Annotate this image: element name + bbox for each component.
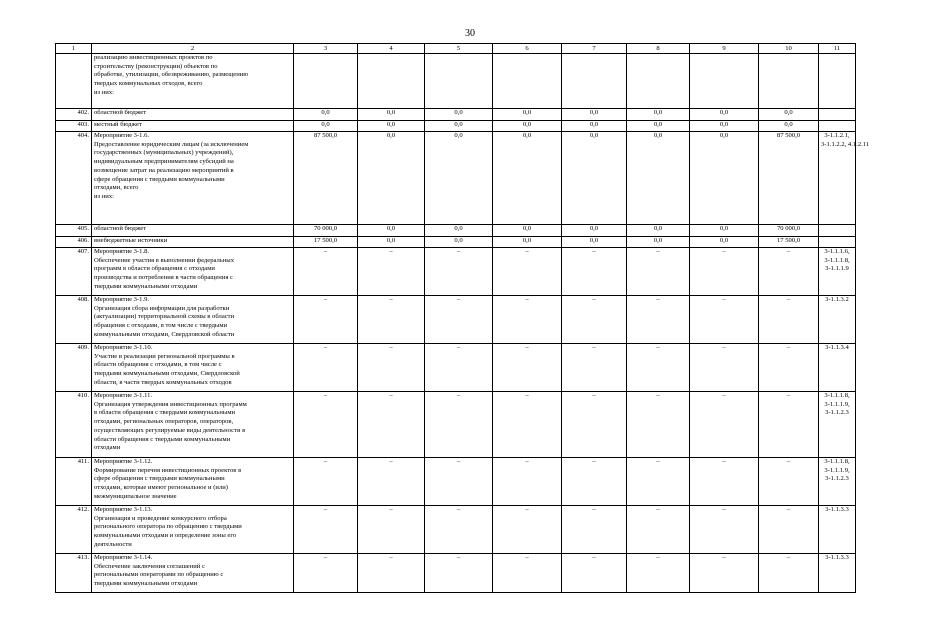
row-number: 410. — [56, 392, 92, 458]
description-line: осуществляющих регулируемые виды деятельности в — [94, 426, 246, 434]
value-cell-col-9: – — [690, 506, 759, 554]
value-cell-col-5: – — [425, 554, 493, 593]
column-header-8: 8 — [627, 44, 690, 54]
description-line: производства и потребления в части обращения с — [94, 274, 233, 282]
row-number: 404. — [56, 132, 92, 225]
target-indicator-line: 3-1.1.2.3 — [825, 475, 849, 483]
description-line: Мероприятие 3-1.13. — [94, 506, 153, 513]
table-row — [56, 237, 856, 248]
value-cell-col-10: 70 000,0 — [759, 225, 819, 237]
value-cell-col-7: – — [562, 554, 627, 593]
table-row — [56, 132, 856, 225]
description-line: твердыми коммунальными отходами — [94, 580, 198, 588]
value-cell-col-6: 0,0 — [493, 132, 562, 225]
table-row — [56, 121, 856, 132]
value-cell-col-4: – — [358, 296, 425, 344]
value-cell-col-6: 0,0 — [493, 109, 562, 121]
value-cell-col-8: – — [627, 248, 690, 296]
description-line: областной бюджет — [94, 225, 147, 232]
row-description — [92, 54, 294, 109]
value-cell-col-9: 0,0 — [690, 237, 759, 248]
column-header-6: 6 — [493, 44, 562, 54]
value-cell-col-5 — [425, 54, 493, 109]
table-row — [56, 296, 856, 344]
description-line: в области обращения с твердыми коммунальными — [94, 409, 236, 417]
value-cell-col-4: – — [358, 506, 425, 554]
description-line: сфере обращения с твердыми коммунальными — [94, 175, 225, 183]
value-cell-col-6: 0,0 — [493, 121, 562, 132]
value-cell-col-10: – — [759, 296, 819, 344]
row-description — [92, 225, 294, 237]
row-description — [92, 121, 294, 132]
table-row — [56, 54, 856, 109]
value-cell-col-3: 0,0 — [294, 121, 358, 132]
value-cell-col-3: 87 500,0 — [294, 132, 358, 225]
value-cell-col-7: – — [562, 392, 627, 458]
page-number: 30 — [465, 28, 475, 39]
description-line: строительству (реконструкции) объектов по — [94, 62, 218, 70]
description-line: Организация сбора информации для разработки — [94, 304, 230, 312]
description-line: Обеспечение заключения соглашений с — [94, 562, 205, 570]
row-number: 413. — [56, 554, 92, 593]
description-line: Мероприятие 3-1.12. — [94, 458, 153, 465]
row-description — [92, 109, 294, 121]
value-cell-col-4: – — [358, 248, 425, 296]
description-line: коммунальными отходами, Свердловской области — [94, 330, 235, 338]
row-description — [92, 237, 294, 248]
target-indicator-line: 3-1.1.1.9, — [824, 466, 850, 474]
header-row — [56, 44, 856, 54]
value-cell-col-6: 0,0 — [493, 237, 562, 248]
row-number: 403. — [56, 121, 92, 132]
value-cell-col-3: 0,0 — [294, 109, 358, 121]
row-number: 411. — [56, 458, 92, 506]
value-cell-col-8: – — [627, 458, 690, 506]
description-line: сфере обращения с твердыми коммунальными — [94, 475, 225, 483]
description-line: областной бюджет — [94, 109, 147, 116]
value-cell-col-7: – — [562, 344, 627, 392]
value-cell-col-6 — [493, 54, 562, 109]
value-cell-col-6: – — [493, 344, 562, 392]
value-cell-col-4: 0,0 — [358, 132, 425, 225]
row-description — [92, 296, 294, 344]
value-cell-col-9: – — [690, 458, 759, 506]
target-indicator-line: 3-1.1.2.2, 4.1.2.11 — [821, 140, 870, 148]
column-header-11: 11 — [819, 44, 856, 54]
description-line: программ в области обращения с отходами — [94, 265, 215, 273]
financing-table — [55, 43, 870, 593]
target-indicator-cell — [819, 506, 856, 554]
description-line: внебюджетные источники — [94, 237, 168, 244]
value-cell-col-3: – — [294, 392, 358, 458]
value-cell-col-3: – — [294, 458, 358, 506]
target-indicator-cell — [819, 296, 856, 344]
value-cell-col-10: – — [759, 458, 819, 506]
target-indicator-line: 3-1.1.1.9 — [825, 265, 849, 273]
description-line: коммунальными отходами и определение зоны его — [94, 532, 237, 540]
value-cell-col-8: 0,0 — [627, 121, 690, 132]
value-cell-col-4: – — [358, 392, 425, 458]
description-line: возмещение затрат на реализацию мероприятий в — [94, 166, 234, 174]
table-row — [56, 458, 856, 506]
description-line: области обращения с отходами, в том числе с — [94, 361, 222, 369]
description-line: из них: — [94, 88, 114, 96]
value-cell-col-10: – — [759, 554, 819, 593]
value-cell-col-3: – — [294, 506, 358, 554]
target-indicator-line: 3-1.1.1.8, — [824, 256, 850, 264]
target-indicator-line: 3-1.1.1.9, — [824, 400, 850, 408]
target-indicator-cell — [819, 554, 856, 593]
value-cell-col-7: 0,0 — [562, 225, 627, 237]
table-row — [56, 554, 856, 593]
target-indicator-cell — [819, 248, 856, 296]
target-indicator-cell — [819, 344, 856, 392]
value-cell-col-6: – — [493, 296, 562, 344]
target-indicator-line: 3-1.1.2.1, — [824, 132, 850, 139]
description-line: Мероприятие 3-1.14. — [94, 554, 153, 561]
value-cell-col-4: 0,0 — [358, 109, 425, 121]
column-header-7: 7 — [562, 44, 627, 54]
value-cell-col-9: 0,0 — [690, 132, 759, 225]
target-indicator-line: 3-1.1.3.4 — [825, 344, 849, 351]
value-cell-col-9: – — [690, 392, 759, 458]
table-row — [56, 344, 856, 392]
row-number: 402. — [56, 109, 92, 121]
row-description — [92, 132, 294, 225]
value-cell-col-8 — [627, 54, 690, 109]
target-indicator-line: 3-1.1.1.6, — [824, 248, 850, 255]
table-row — [56, 506, 856, 554]
table-row — [56, 392, 856, 458]
table-row — [56, 109, 856, 121]
target-indicator-cell — [819, 458, 856, 506]
description-line: области, в части твердых коммунальных отходов — [94, 378, 232, 386]
value-cell-col-10: – — [759, 248, 819, 296]
table-body — [56, 54, 870, 593]
value-cell-col-4 — [358, 54, 425, 109]
row-description — [92, 392, 294, 458]
description-line: Мероприятие 3-1.9. — [94, 296, 150, 303]
column-header-2: 2 — [92, 44, 294, 54]
row-number: 406. — [56, 237, 92, 248]
target-indicator-cell — [819, 392, 856, 458]
target-indicator-line: 3-1.1.3.3 — [825, 554, 849, 561]
value-cell-col-3: – — [294, 248, 358, 296]
value-cell-col-10: 0,0 — [759, 121, 819, 132]
value-cell-col-7: – — [562, 248, 627, 296]
column-header-4: 4 — [358, 44, 425, 54]
value-cell-col-3: 17 500,0 — [294, 237, 358, 248]
value-cell-col-9: 0,0 — [690, 109, 759, 121]
value-cell-col-8: – — [627, 296, 690, 344]
description-line: обработке, утилизации, обезвреживанию, размещению — [94, 71, 249, 79]
value-cell-col-7: – — [562, 458, 627, 506]
table-row — [56, 225, 856, 237]
value-cell-col-6: – — [493, 458, 562, 506]
value-cell-col-8: – — [627, 554, 690, 593]
value-cell-col-8: 0,0 — [627, 237, 690, 248]
value-cell-col-9: 0,0 — [690, 121, 759, 132]
value-cell-col-10: 0,0 — [759, 109, 819, 121]
column-header-1: 1 — [56, 44, 92, 54]
value-cell-col-6: 0,0 — [493, 225, 562, 237]
value-cell-col-10 — [759, 54, 819, 109]
column-header-3: 3 — [294, 44, 358, 54]
value-cell-col-4: – — [358, 344, 425, 392]
value-cell-col-7: 0,0 — [562, 237, 627, 248]
description-line: Участие в реализации региональной программы в — [94, 352, 235, 360]
description-line: Обеспечение участия в выполнении федеральных — [94, 256, 235, 264]
column-header-9: 9 — [690, 44, 759, 54]
value-cell-col-5: – — [425, 458, 493, 506]
value-cell-col-4: – — [358, 458, 425, 506]
description-line: твердых коммунальных отходов, всего — [94, 80, 203, 88]
value-cell-col-8: 0,0 — [627, 109, 690, 121]
description-line: твердыми коммунальными отходами — [94, 282, 198, 290]
target-indicator-cell — [819, 225, 856, 237]
value-cell-col-5: 0,0 — [425, 109, 493, 121]
description-line: Мероприятие 3-1.6. — [94, 132, 150, 139]
value-cell-col-9: – — [690, 248, 759, 296]
value-cell-col-10: 17 500,0 — [759, 237, 819, 248]
description-line: индивидуальным предпринимателям субсидий на — [94, 158, 234, 166]
value-cell-col-8: 0,0 — [627, 132, 690, 225]
description-line: обращения с отходами, в том числе с твердыми — [94, 322, 228, 330]
target-indicator-line: 3-1.1.3.3 — [825, 506, 849, 513]
target-indicator-cell — [819, 121, 856, 132]
description-line: Организация и проведение конкурсного отбора — [94, 514, 227, 522]
row-number: 409. — [56, 344, 92, 392]
value-cell-col-6: – — [493, 506, 562, 554]
value-cell-col-9 — [690, 54, 759, 109]
description-line: Формирование перечня инвестиционных проектов в — [94, 466, 242, 474]
target-indicator-cell — [819, 109, 856, 121]
target-indicator-line: 3-1.1.1.8, — [824, 392, 850, 399]
value-cell-col-5: – — [425, 248, 493, 296]
value-cell-col-10: – — [759, 344, 819, 392]
target-indicator-cell — [819, 54, 856, 109]
description-line: Предоставление юридическим лицам (за исключением — [94, 140, 249, 148]
value-cell-col-8: 0,0 — [627, 225, 690, 237]
value-cell-col-6: – — [493, 554, 562, 593]
value-cell-col-5: 0,0 — [425, 237, 493, 248]
description-line: отходами — [94, 444, 121, 452]
value-cell-col-6: – — [493, 392, 562, 458]
value-cell-col-10: – — [759, 506, 819, 554]
description-line: отходами, всего — [94, 184, 139, 192]
value-cell-col-7: – — [562, 296, 627, 344]
value-cell-col-7: – — [562, 506, 627, 554]
value-cell-col-3: – — [294, 344, 358, 392]
value-cell-col-9: – — [690, 554, 759, 593]
value-cell-col-9: 0,0 — [690, 225, 759, 237]
row-number: 412. — [56, 506, 92, 554]
value-cell-col-7: 0,0 — [562, 109, 627, 121]
value-cell-col-8: – — [627, 392, 690, 458]
row-description — [92, 554, 294, 593]
value-cell-col-4: – — [358, 554, 425, 593]
description-line: Организация утверждения инвестиционных программ — [94, 400, 247, 408]
value-cell-col-6: – — [493, 248, 562, 296]
value-cell-col-7: 0,0 — [562, 132, 627, 225]
description-line: Мероприятие 3-1.11. — [94, 392, 153, 399]
row-number: 408. — [56, 296, 92, 344]
row-number — [56, 54, 92, 109]
value-cell-col-4: 0,0 — [358, 121, 425, 132]
description-line: из них: — [94, 192, 114, 200]
description-line: области обращения с твердыми коммунальными — [94, 435, 231, 443]
description-line: реализацию инвестиционных проектов по — [94, 54, 213, 61]
value-cell-col-10: 87 500,0 — [759, 132, 819, 225]
row-description — [92, 506, 294, 554]
table-row — [56, 248, 856, 296]
description-line: межмуниципальное значение — [94, 492, 177, 500]
value-cell-col-3: – — [294, 554, 358, 593]
target-indicator-line: 3-1.1.2.3 — [825, 409, 849, 417]
value-cell-col-3 — [294, 54, 358, 109]
value-cell-col-5: – — [425, 506, 493, 554]
row-description — [92, 248, 294, 296]
description-line: твердыми коммунальными отходами, Свердловской — [94, 370, 240, 378]
column-header-10: 10 — [759, 44, 819, 54]
description-line: региональными операторами по обращению с — [94, 571, 224, 579]
target-indicator-cell — [819, 132, 870, 225]
value-cell-col-3: 70 000,0 — [294, 225, 358, 237]
target-indicator-cell — [819, 237, 856, 248]
target-indicator-line: 3-1.1.1.8, — [824, 458, 850, 465]
row-description — [92, 344, 294, 392]
description-line: отходами, которые имеют региональное и (или) — [94, 484, 228, 492]
value-cell-col-5: 0,0 — [425, 132, 493, 225]
value-cell-col-5: – — [425, 296, 493, 344]
description-line: государственных (муниципальных) учреждений), — [94, 149, 234, 157]
value-cell-col-5: – — [425, 392, 493, 458]
description-line: Мероприятие 3-1.10. — [94, 344, 153, 351]
target-indicator-line: 3-1.1.3.2 — [825, 296, 849, 303]
row-description — [92, 458, 294, 506]
description-line: деятельности — [94, 540, 132, 548]
description-line: Мероприятие 3-1.8. — [94, 248, 150, 255]
description-line: отходами, региональных операторов, операторов, — [94, 418, 234, 426]
description-line: регионального оператора по обращению с твердыми — [94, 523, 242, 531]
column-header-5: 5 — [425, 44, 493, 54]
value-cell-col-8: – — [627, 506, 690, 554]
value-cell-col-7 — [562, 54, 627, 109]
row-number: 405. — [56, 225, 92, 237]
value-cell-col-5: – — [425, 344, 493, 392]
value-cell-col-9: – — [690, 296, 759, 344]
row-number: 407. — [56, 248, 92, 296]
description-line: (актуализации) территориальной схемы в области — [94, 313, 235, 321]
value-cell-col-4: 0,0 — [358, 225, 425, 237]
value-cell-col-9: – — [690, 344, 759, 392]
value-cell-col-4: 0,0 — [358, 237, 425, 248]
description-line: местный бюджет — [94, 121, 142, 128]
value-cell-col-5: 0,0 — [425, 121, 493, 132]
value-cell-col-10: – — [759, 392, 819, 458]
value-cell-col-8: – — [627, 344, 690, 392]
value-cell-col-5: 0,0 — [425, 225, 493, 237]
value-cell-col-7: 0,0 — [562, 121, 627, 132]
value-cell-col-3: – — [294, 296, 358, 344]
